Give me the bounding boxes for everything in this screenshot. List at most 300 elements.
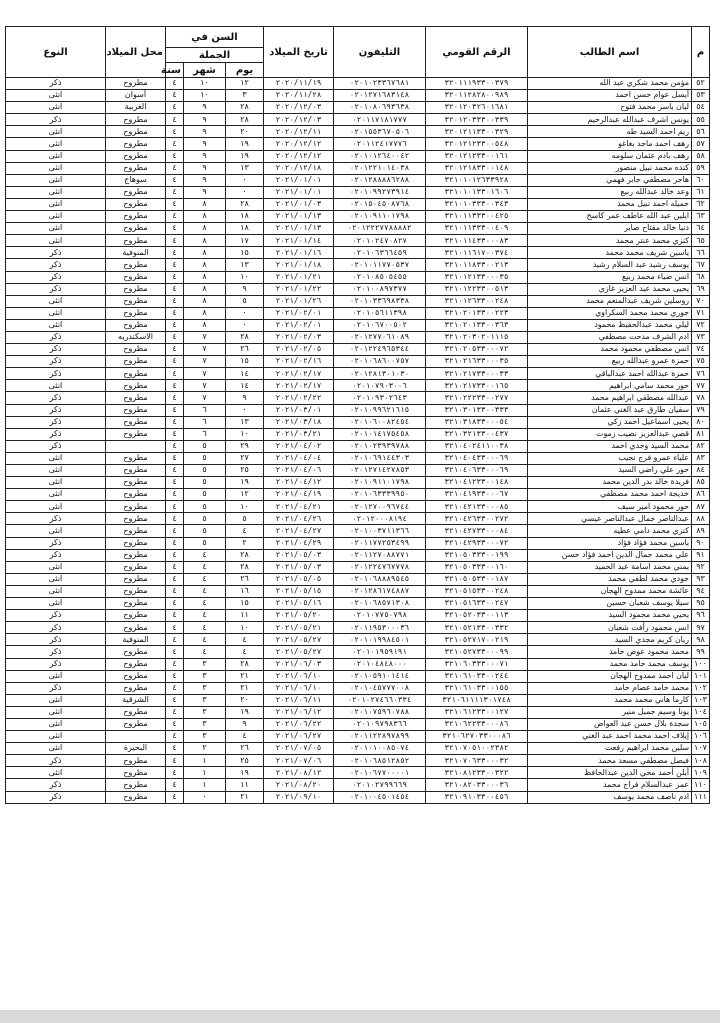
row-number: ٦٢ — [692, 198, 710, 210]
national-id: ٣٢١٠٦٢٢٣٣٠٠٠٨٦ — [426, 718, 528, 730]
birth-date: ٢٠٢١/٠٧/٠٥ — [264, 743, 334, 755]
row-number: ١٠٩ — [692, 767, 710, 779]
row-number: ٦٦ — [692, 247, 710, 259]
row-number: ١٠٠ — [692, 658, 710, 670]
national-id: ٣٢١٠٢١٦٣٣٠٠٠٣٥ — [426, 356, 528, 368]
birth-date: ٢٠٢٠/١٢/١٢ — [264, 150, 334, 162]
row-number: ٥٤ — [692, 102, 710, 114]
row-number: ٩٠ — [692, 537, 710, 549]
birthplace: مطروح — [106, 404, 166, 416]
row-number: ٩٦ — [692, 610, 710, 622]
student-name: ليلي محمد عبدالحفيظ محمود — [528, 319, 692, 331]
table-row — [6, 259, 710, 271]
phone-number: ٠٢٠١٠٣٣٦٩٨٣٣٨ — [334, 295, 426, 307]
birth-date: ٢٠٢١/٠٥/١٦ — [264, 598, 334, 610]
age-years: ٤ — [166, 610, 184, 622]
national-id: ٣٢١٠٢١٧٣٣٠٠١٦٥ — [426, 380, 528, 392]
age-months: ٦ — [184, 416, 226, 428]
age-years: ٤ — [166, 489, 184, 501]
age-years: ٤ — [166, 198, 184, 210]
row-number: ٧٣ — [692, 331, 710, 343]
student-name: يوسف محمد حامد محمد — [528, 658, 692, 670]
national-id: ٣٢١٠١٢١٣٣٠٠٠٣٥ — [426, 271, 528, 283]
phone-number: ٠٢٠١٢٢٤٩٦٥٣٤٤ — [334, 344, 426, 356]
national-id: ٣٢٠١٢١٢٣٣٠٠٥٤٨ — [426, 138, 528, 150]
age-months: ٦ — [184, 404, 226, 416]
table-row — [6, 791, 710, 803]
student-name: علياء عمرو فرج نجيب — [528, 452, 692, 464]
age-months: ١ — [184, 755, 226, 767]
birth-date: ٢٠٢١/٠٦/١٢ — [264, 706, 334, 718]
student-name: رهف بادم عثمان سلومه — [528, 150, 692, 162]
birthplace: مطروح — [106, 718, 166, 730]
phone-number: ٠٢٠١٠٨٥٠٥٤٥٥ — [334, 271, 426, 283]
age-years: ٤ — [166, 186, 184, 198]
header-birthplace: محل الميلاد — [106, 27, 166, 78]
age-days: ٢٦ — [226, 344, 264, 356]
birth-date: ٢٠٢١/٠٤/٢١ — [264, 501, 334, 513]
birth-date: ٢٠٢١/٠١/٠١ — [264, 186, 334, 198]
national-id: ٣٢١٠٤٠٤٣٣٠٠٠٦٩ — [426, 452, 528, 464]
phone-number: ٠٢٠١٠٩١١٠١٧٩٨ — [334, 211, 426, 223]
gender: انثى — [6, 573, 106, 585]
row-number: ٩٨ — [692, 634, 710, 646]
student-name: محمد محمود عوض حامد — [528, 646, 692, 658]
birthplace: مطروح — [106, 428, 166, 440]
gender: ذكر — [6, 114, 106, 126]
age-years: ٤ — [166, 295, 184, 307]
age-years: ٤ — [166, 404, 184, 416]
table-row — [6, 211, 710, 223]
table-row — [6, 78, 710, 90]
age-years: ٤ — [166, 658, 184, 670]
table-row — [6, 743, 710, 755]
age-months: ٨ — [184, 259, 226, 271]
birthplace: مطروح — [106, 682, 166, 694]
gender: انثى — [6, 718, 106, 730]
age-days: ٢٨ — [226, 102, 264, 114]
age-years: ٤ — [166, 307, 184, 319]
age-years: ٤ — [166, 622, 184, 634]
birthplace — [106, 440, 166, 452]
national-id: ٣٢١٠٦١١١١٣٠١٧٤٨ — [426, 694, 528, 706]
row-number: ٥٧ — [692, 138, 710, 150]
phone-number: ٠٢٠١٢٢١٠١٤٠٣٨ — [334, 162, 426, 174]
phone-number: ٠٢٠١٠٦٧٠٠٥٠٢ — [334, 319, 426, 331]
birth-date: ٢٠٢١/٠٤/٢٧ — [264, 525, 334, 537]
row-number: ٦٨ — [692, 271, 710, 283]
phone-number: ٠٢٠١٢٧١٤٢٧٨٥٣ — [334, 465, 426, 477]
table-row — [6, 162, 710, 174]
phone-number: ٠٢٠١٠١١٧٧٠٥٣٧ — [334, 259, 426, 271]
age-years: ٤ — [166, 344, 184, 356]
age-days: ٤ — [226, 731, 264, 743]
student-name: انس محمود رأفت شعبان — [528, 622, 692, 634]
national-id: ٣٢١٠١٢٢٣٣٠٠٥١٣ — [426, 283, 528, 295]
student-name: روسلين شريف عبدالمنعم محمد — [528, 295, 692, 307]
national-id: ٣٢١٠١٢٦٣٣٠٠٢٤٨ — [426, 295, 528, 307]
header-no: م — [692, 27, 710, 78]
header-age-group: السن في — [166, 27, 264, 48]
table-row — [6, 174, 710, 186]
table-row — [6, 598, 710, 610]
row-number: ٦٧ — [692, 259, 710, 271]
gender: انثى — [6, 743, 106, 755]
national-id: ٣٢١٠٤٠٦٣٣٠٠٠٦٩ — [426, 465, 528, 477]
table-row — [6, 416, 710, 428]
gender: ذكر — [6, 428, 106, 440]
age-days: ٢٨ — [226, 549, 264, 561]
row-number: ٧١ — [692, 307, 710, 319]
national-id: ٣٢١٠١٠١٣٣٠١٦٠٦ — [426, 186, 528, 198]
row-number: ٩٣ — [692, 573, 710, 585]
student-name: يونا وسيم جميل منير — [528, 706, 692, 718]
age-years: ٤ — [166, 682, 184, 694]
phone-number: ٠٢٠١٥٠٤٥٠٨٧٦٨ — [334, 198, 426, 210]
phone-number: ٠٢٠١٠٢٧٩٩٦٦٩ — [334, 779, 426, 791]
age-days: ٢٨ — [226, 658, 264, 670]
phone-number: ٠٢٠١٢٧٠٠٩٦٧٤٤ — [334, 501, 426, 513]
birthplace: مطروح — [106, 211, 166, 223]
age-months: ٨ — [184, 319, 226, 331]
table-row — [6, 404, 710, 416]
table-row — [6, 694, 710, 706]
row-number: ٨٣ — [692, 452, 710, 464]
gender: انثى — [6, 731, 106, 743]
gender: انثى — [6, 186, 106, 198]
birth-date: ٢٠٢١/٠٦/١٠ — [264, 682, 334, 694]
phone-number: ٠٢٠١٠٤٨٤٨٠٠٠ — [334, 658, 426, 670]
birthplace: الغربية — [106, 102, 166, 114]
national-id: ٣٢١٠١١٤٣٣٠٠٠٨٣ — [426, 235, 528, 247]
age-days: ٤ — [226, 634, 264, 646]
age-days: ٢٦ — [226, 743, 264, 755]
national-id: ٣٢١٠٣٢١٣٣٠٠٤٣٧ — [426, 428, 528, 440]
student-name: عبدالناصر جمال عبدالناصر عيسي — [528, 513, 692, 525]
birthplace: مطروح — [106, 477, 166, 489]
header-year: سنة — [166, 63, 184, 78]
phone-number: ٠٢٠١٢٢٢٧٧٨٨٨٨٢ — [334, 223, 426, 235]
student-name: قصي عبدالعزيز نصيب زموت — [528, 428, 692, 440]
national-id: ٣٢١٠٤٢٩٣٣٠٠٠٧٢ — [426, 537, 528, 549]
student-name: أيسل عوام حسن احمد — [528, 90, 692, 102]
age-months: ٨ — [184, 295, 226, 307]
age-years: ٤ — [166, 271, 184, 283]
birthplace: مطروح — [106, 78, 166, 90]
birth-date: ٢٠٢١/٠٢/٠١ — [264, 319, 334, 331]
birthplace: مطروح — [106, 162, 166, 174]
row-number: ١٠٢ — [692, 682, 710, 694]
age-years: ٤ — [166, 646, 184, 658]
row-number: ٨٤ — [692, 465, 710, 477]
age-days: ١٩ — [226, 477, 264, 489]
age-months: ٣ — [184, 682, 226, 694]
gender: ذكر — [6, 622, 106, 634]
student-name: كنزي محمد عنتر محمد — [528, 235, 692, 247]
age-months: ٩ — [184, 186, 226, 198]
age-months: ١ — [184, 767, 226, 779]
gender: انثى — [6, 561, 106, 573]
gender: انثى — [6, 706, 106, 718]
gender: انثى — [6, 295, 106, 307]
national-id: ٣٢١٠٦٢٧٠٣٣٠٠٠٨٦ — [426, 731, 528, 743]
age-years: ٤ — [166, 513, 184, 525]
row-number: ٨٦ — [692, 489, 710, 501]
row-number: ٧٩ — [692, 404, 710, 416]
gender: ذكر — [6, 658, 106, 670]
table-row — [6, 428, 710, 440]
gender: انثى — [6, 525, 106, 537]
national-id: ٣٢١٠٧٠٥١٠٠٢٣٨٢ — [426, 743, 528, 755]
age-days: ٩ — [226, 283, 264, 295]
student-name: ياسين شريف محمد محمد — [528, 247, 692, 259]
table-row — [6, 465, 710, 477]
age-months: ٨ — [184, 211, 226, 223]
phone-number: ٠٢٠١٢٨٨٨٨٦٢٨٨ — [334, 174, 426, 186]
age-months: ٧ — [184, 344, 226, 356]
age-months: ٣ — [184, 718, 226, 730]
student-name: سفيان طارق عبد الغني عثمان — [528, 404, 692, 416]
age-years: ٤ — [166, 791, 184, 803]
birthplace: مطروح — [106, 223, 166, 235]
age-years: ٤ — [166, 247, 184, 259]
age-years: ٤ — [166, 368, 184, 380]
age-months: ٥ — [184, 513, 226, 525]
age-years: ٤ — [166, 283, 184, 295]
age-months: ٩ — [184, 114, 226, 126]
phone-number: ٠٢٠١١٧٧٢٥٣٤٩٩ — [334, 537, 426, 549]
student-name: سلين محمد ابراهيم رفعت — [528, 743, 692, 755]
national-id: ٣٢١٠٥٠٣٣٣٠٠١٩٩ — [426, 549, 528, 561]
age-months: ٤ — [184, 634, 226, 646]
age-months: ٩ — [184, 174, 226, 186]
header-name: اسم الطالب — [528, 27, 692, 78]
gender: انثى — [6, 452, 106, 464]
national-id: ٣٢١٠١١٣٣٣٠٠٤٢٥ — [426, 211, 528, 223]
table-row — [6, 573, 710, 585]
age-days: ٥ — [226, 295, 264, 307]
table-row — [6, 779, 710, 791]
student-name: يوسف رشيد عبد السلام رشيد — [528, 259, 692, 271]
age-months: ٣ — [184, 706, 226, 718]
table-row — [6, 658, 710, 670]
national-id: ٣٢١٠١٠١٢٦٣٣٩٢٨ — [426, 174, 528, 186]
birthplace: مطروح — [106, 114, 166, 126]
birthplace: مطروح — [106, 259, 166, 271]
phone-number: ٠٢٠١١٢٧٠٨٨٧٧١ — [334, 549, 426, 561]
birthplace: مطروح — [106, 198, 166, 210]
national-id: ٣٢١٠٥٠٣٣٣٠٠١٦٠ — [426, 561, 528, 573]
student-name: محمد حامد عصام حامد — [528, 682, 692, 694]
phone-number: ٠٢٠١٢٧١٦٨٣١٤٨ — [334, 90, 426, 102]
birthplace: مطروح — [106, 706, 166, 718]
age-days: ١٦ — [226, 585, 264, 597]
page-bottom-band — [0, 1010, 720, 1023]
age-months: ٩ — [184, 162, 226, 174]
table-row — [6, 271, 710, 283]
age-days: ١٥ — [226, 247, 264, 259]
phone-number: ٠٢٠١٠١٩٥٩١٩١ — [334, 646, 426, 658]
age-days: ١٨ — [226, 223, 264, 235]
table-row — [6, 331, 710, 343]
gender: انثى — [6, 585, 106, 597]
age-days: ٢٨ — [226, 198, 264, 210]
gender: انثى — [6, 598, 106, 610]
gender: انثى — [6, 380, 106, 392]
birth-date: ٢٠٢١/٠٥/١٥ — [264, 585, 334, 597]
row-number: ٥٦ — [692, 126, 710, 138]
gender: ذكر — [6, 78, 106, 90]
table-row — [6, 622, 710, 634]
age-days: ١٧ — [226, 235, 264, 247]
age-years: ٤ — [166, 718, 184, 730]
student-name: ايلين عبد الله عاطف عمر كاسح — [528, 211, 692, 223]
age-years: ٤ — [166, 477, 184, 489]
gender: انثى — [6, 198, 106, 210]
table-row — [6, 126, 710, 138]
phone-number: ٠٢٠١٠٩٩٦٢١٦١٥ — [334, 404, 426, 416]
table-row — [6, 610, 710, 622]
birthplace: مطروح — [106, 126, 166, 138]
header-national-id: الرقم القومي — [426, 27, 528, 78]
table-row — [6, 114, 710, 126]
birthplace: مطروح — [106, 598, 166, 610]
phone-number: ٠٢٠١٠٦٣٦٦٤٥٩ — [334, 247, 426, 259]
age-years: ٤ — [166, 235, 184, 247]
age-years: ٤ — [166, 138, 184, 150]
birth-date: ٢٠٢١/٠٥/٢٧ — [264, 646, 334, 658]
age-years: ٤ — [166, 706, 184, 718]
age-months: ٨ — [184, 307, 226, 319]
age-days: ١٩ — [226, 767, 264, 779]
birth-date: ٢٠٢١/٠٤/١٩ — [264, 489, 334, 501]
age-months: ٩ — [184, 102, 226, 114]
birth-date: ٢٠٢١/٠٦/٠٣ — [264, 658, 334, 670]
age-days: ١٠ — [226, 428, 264, 440]
national-id: ٣٢١٠٧٠٦٣٣٠٠٠٣٢ — [426, 755, 528, 767]
row-number: ١٠٥ — [692, 718, 710, 730]
gender: انثى — [6, 174, 106, 186]
header-birth-date: تاريخ الميلاد — [264, 27, 334, 78]
birthplace: مطروح — [106, 646, 166, 658]
birth-date: ٢٠٢١/٠٧/٠٦ — [264, 755, 334, 767]
national-id: ٣٢١٠٦٠٣٣٣٠٠٠٧١ — [426, 658, 528, 670]
row-number: ٩٢ — [692, 561, 710, 573]
age-years: ٤ — [166, 356, 184, 368]
age-months: ٨ — [184, 223, 226, 235]
birthplace: مطروح — [106, 186, 166, 198]
age-days: ١٨ — [226, 211, 264, 223]
age-days: ٢٧ — [226, 452, 264, 464]
age-months: ٨ — [184, 247, 226, 259]
table-row — [6, 670, 710, 682]
row-number: ٧٤ — [692, 344, 710, 356]
age-days: ٢ — [226, 537, 264, 549]
birth-date: ٢٠٢١/٠١/٢٢ — [264, 283, 334, 295]
row-number: ٧٨ — [692, 392, 710, 404]
birthplace: مطروح — [106, 489, 166, 501]
birth-date: ٢٠٢٠/١٢/١٨ — [264, 162, 334, 174]
row-number: ٨٢ — [692, 440, 710, 452]
birthplace: مطروح — [106, 235, 166, 247]
birthplace: مطروح — [106, 791, 166, 803]
header-day: يوم — [226, 63, 264, 78]
national-id: ٣٢١٠٥٢٠٣٣٠٠١١٣ — [426, 610, 528, 622]
row-number: ٥٢ — [692, 78, 710, 90]
row-number: ٦٥ — [692, 235, 710, 247]
birth-date: ٢٠٢١/٠٣/٢١ — [264, 428, 334, 440]
age-days: ٢٨ — [226, 331, 264, 343]
student-name: حمزة عمرو عبدالله ربيع — [528, 356, 692, 368]
birth-date: ٢٠٢٠/١٢/١١ — [264, 126, 334, 138]
table-row — [6, 368, 710, 380]
row-number: ٨٧ — [692, 501, 710, 513]
birthplace — [106, 731, 166, 743]
phone-number: ٠٢٠١٠٠٨٩٧٣٧٧ — [334, 283, 426, 295]
national-id: ٣٢١٠١١٨٣٣٠٠٢١٣ — [426, 259, 528, 271]
birth-date: ٢٠٢١/٠٨/١٢ — [264, 767, 334, 779]
gender: انثى — [6, 694, 106, 706]
age-months: ٤ — [184, 573, 226, 585]
age-days: ٥ — [226, 513, 264, 525]
table-body — [6, 78, 710, 804]
national-id: ٣٢١٠٥٢٧٣٣٠٠٠٩٩ — [426, 646, 528, 658]
student-name: جوري محمد محمد السكراوي — [528, 307, 692, 319]
table-row — [6, 585, 710, 597]
birthplace: مطروح — [106, 670, 166, 682]
gender: ذكر — [6, 537, 106, 549]
national-id: ٣٢١٠٥٠٥٣٣٠٠١٨٧ — [426, 573, 528, 585]
row-number: ١٠٨ — [692, 755, 710, 767]
birthplace: الشرقية — [106, 694, 166, 706]
phone-number: ٠٢٠١٠٢٣٣٦٧٦٨١ — [334, 78, 426, 90]
student-name: سيلا يوسف شعبان حسين — [528, 598, 692, 610]
age-months: ٤ — [184, 561, 226, 573]
row-number: ٥٩ — [692, 162, 710, 174]
birthplace: مطروح — [106, 150, 166, 162]
national-id: ٣٢١٠٥١٦٣٣٠٠٢٤٧ — [426, 598, 528, 610]
gender: ذكر — [6, 392, 106, 404]
row-number: ٦٣ — [692, 211, 710, 223]
national-id: ٣٢١٠٢٠٥٣٣٠٠٠٧٢ — [426, 344, 528, 356]
age-days: ٩ — [226, 392, 264, 404]
birth-date: ٢٠٢١/٠٢/١٦ — [264, 356, 334, 368]
gender: ذكر — [6, 513, 106, 525]
student-name: يونس اشرف عبدالله عبدالرحيم — [528, 114, 692, 126]
gender: انثى — [6, 223, 106, 235]
table-row — [6, 646, 710, 658]
phone-number: ٠٢٠١١٢٢٨٩٧٨٩٩ — [334, 731, 426, 743]
age-years: ٤ — [166, 78, 184, 90]
phone-number: ٠٢٠١٠٦٨٨٨٩٥٤٥ — [334, 573, 426, 585]
age-months: ٤ — [184, 610, 226, 622]
row-number: ٧٢ — [692, 319, 710, 331]
gender: ذكر — [6, 247, 106, 259]
birthplace: مطروح — [106, 610, 166, 622]
age-years: ٤ — [166, 174, 184, 186]
phone-number: ٠٢٠١٠٧٧٥٠٧٩٨ — [334, 610, 426, 622]
gender: انثى — [6, 767, 106, 779]
student-name: ادم ناصف محمد يوسف — [528, 791, 692, 803]
phone-number: ٠٢٠١٠٩٧٩٨٣٦٦ — [334, 718, 426, 730]
phone-number: ٠٢٠١٠٠٤٥٠١٤٥٤ — [334, 791, 426, 803]
row-number: ٦٠ — [692, 174, 710, 186]
gender: انثى — [6, 465, 106, 477]
national-id: ٣٢١٠٢٢٢٣٣٠٠٢٧٧ — [426, 392, 528, 404]
student-name: خديجة احمد محمد مصطفي — [528, 489, 692, 501]
birthplace: البحيرة — [106, 743, 166, 755]
phone-number: ٠٢٠١٠٥٦١١٣٩٨ — [334, 307, 426, 319]
